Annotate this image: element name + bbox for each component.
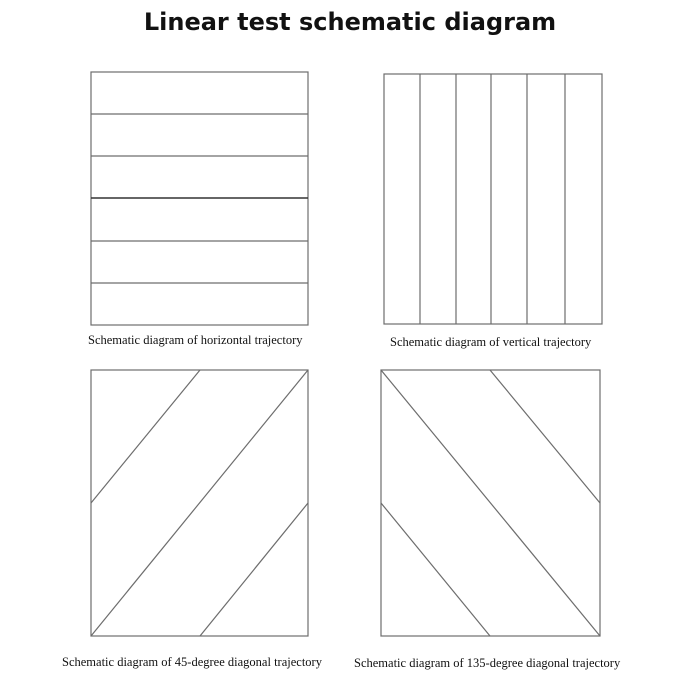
diagonal-line [381,503,490,636]
horizontal-trajectory-panel [91,72,308,325]
page-title: Linear test schematic diagram [143,8,557,36]
diagonal-135-trajectory-panel [381,370,600,636]
diagonal-line [91,370,308,636]
diagonal-45-trajectory-caption: Schematic diagram of 45-degree diagonal trajectory [62,655,322,669]
diagonal-135-trajectory-caption: Schematic diagram of 135-degree diagonal trajectory [354,656,621,670]
diagonal-line [91,370,200,503]
vertical-panel-frame [384,74,602,324]
vertical-trajectory-caption: Schematic diagram of vertical trajectory [390,335,592,349]
diagonal-line [381,370,600,636]
vertical-trajectory-panel [384,74,602,324]
diagonal-45-trajectory-panel [91,370,308,636]
horizontal-trajectory-caption: Schematic diagram of horizontal trajectory [88,333,303,347]
diagonal-line [490,370,600,503]
diagonal-line [200,503,308,636]
